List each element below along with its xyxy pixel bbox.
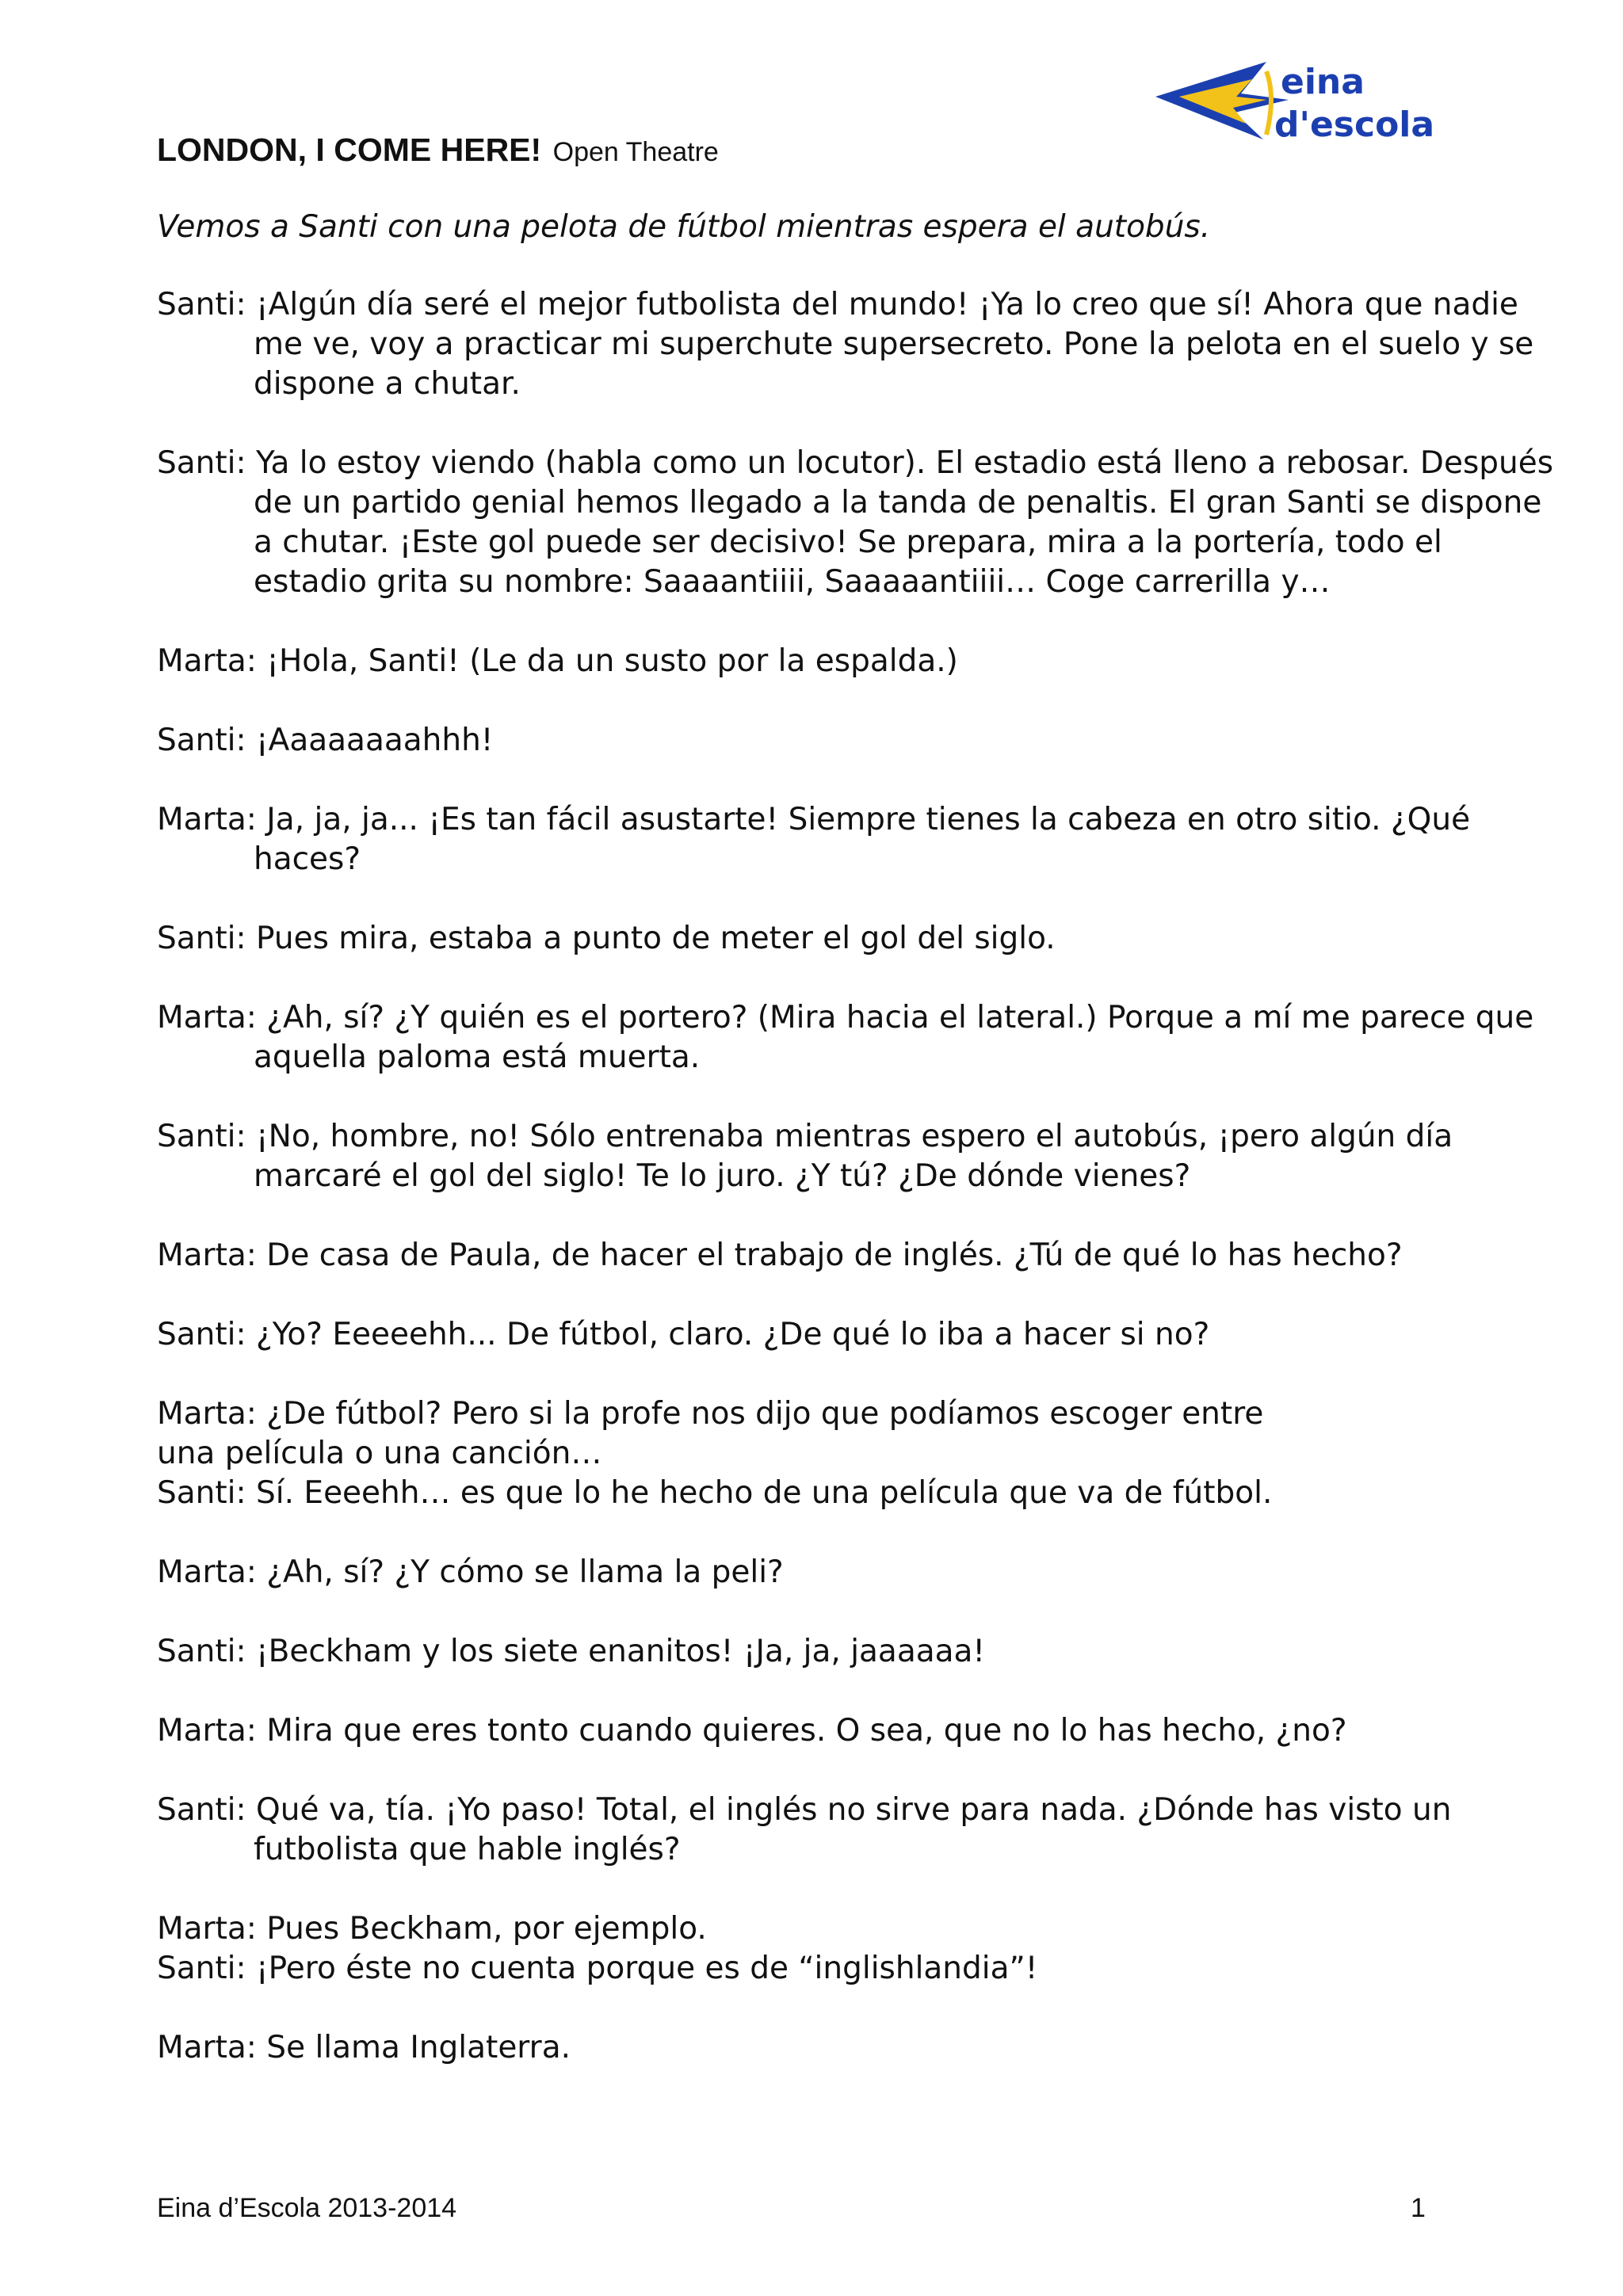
dialogue-line: Marta: ¡Hola, Santi! (Le da un susto por la espalda.) [157,643,958,679]
dialogue-line: Santi: Pues mira, estaba a punto de meter el gol del siglo. [157,921,1056,956]
dialogue-line: una película o una canción… [157,1436,602,1471]
dialogue-line: Santi: Ya lo estoy viendo (habla como un locutor). El estadio está lleno a rebosar. Después de un partido genial hemos llegado a la tanda de penaltis. El gran Santi se dispone a chutar. ¡Este gol puede ser decisivo! Se prepara, mira a la portería, todo el estadio grita su nombre: Saaaantiiii, Saaaaantiiii… Coge carrerilla y… [157,445,1554,600]
dialogue-line: Santi: ¡Aaaaaaaahhh! [157,723,494,758]
dialogue-line: Marta: ¿Ah, sí? ¿Y quién es el portero? (Mira hacia el lateral.) Porque a mí me parece que aquella paloma está muerta. [157,1000,1534,1075]
dialogue-script [157,285,1560,2068]
dialogue-line: Santi: Qué va, tía. ¡Yo paso! Total, el inglés no sirve para nada. ¿Dónde has visto un futbolista que hable inglés? [157,1792,1452,1867]
dialogue-line: Santi: ¡Pero éste no cuenta porque es de “inglishlandia”! [157,1951,1038,1986]
stage-direction: Vemos a Santi con una pelota de fútbol mientras espera el autobús. [157,209,1211,245]
dialogue-line: Marta: Se llama Inglaterra. [157,2030,571,2065]
dialogue-line: Marta: De casa de Paula, de hacer el trabajo de inglés. ¿Tú de qué lo has hecho? [157,1238,1403,1273]
logo-text-line2: d'escola [1274,105,1435,145]
dialogue-line: Marta: ¿Ah, sí? ¿Y cómo se llama la peli? [157,1554,784,1590]
dialogue-line: Marta: Pues Beckham, por ejemplo. [157,1911,707,1947]
dialogue-line: Santi: ¡No, hombre, no! Sólo entrenaba mientras espero el autobús, ¡pero algún día marcaré el gol del siglo! Te lo juro. ¿Y tú? ¿De dónde vienes? [157,1119,1453,1194]
dialogue-line: Santi: ¡Algún día seré el mejor futbolista del mundo! ¡Ya lo creo que sí! Ahora que nadie me ve, voy a practicar mi superchute supersecreto. Pone la pelota en el suelo y se dispone a chutar. [157,287,1534,402]
footer-text: Eina d’Escola 2013-2014 [157,2193,457,2223]
logo-text-line1: eina [1281,62,1365,102]
document-title [157,132,719,169]
dialogue-line: Marta: Mira que eres tonto cuando quieres. O sea, que no lo has hecho, ¿no? [157,1713,1347,1749]
dialogue-line: Santi: ¡Beckham y los siete enanitos! ¡Ja, ja, jaaaaaa! [157,1634,986,1669]
dialogue-line: Santi: Sí. Eeeehh… es que lo he hecho de una película que va de fútbol. [157,1475,1273,1511]
play-title: LONDON, I COME HERE! [157,132,542,168]
dialogue-line: Marta: ¿De fútbol? Pero si la profe nos dijo que podíamos escoger entre [157,1396,1264,1432]
eina-descola-logo [1148,48,1449,151]
dialogue-line: Marta: Ja, ja, ja... ¡Es tan fácil asustarte! Siempre tienes la cabeza en otro sitio. ¿Qué haces? [157,802,1471,877]
page-number: 1 [1411,2193,1426,2223]
play-subtitle: Open Theatre [552,137,719,167]
dialogue-line: Santi: ¿Yo? Eeeeehh... De fútbol, claro. ¿De qué lo iba a hacer si no? [157,1317,1210,1352]
